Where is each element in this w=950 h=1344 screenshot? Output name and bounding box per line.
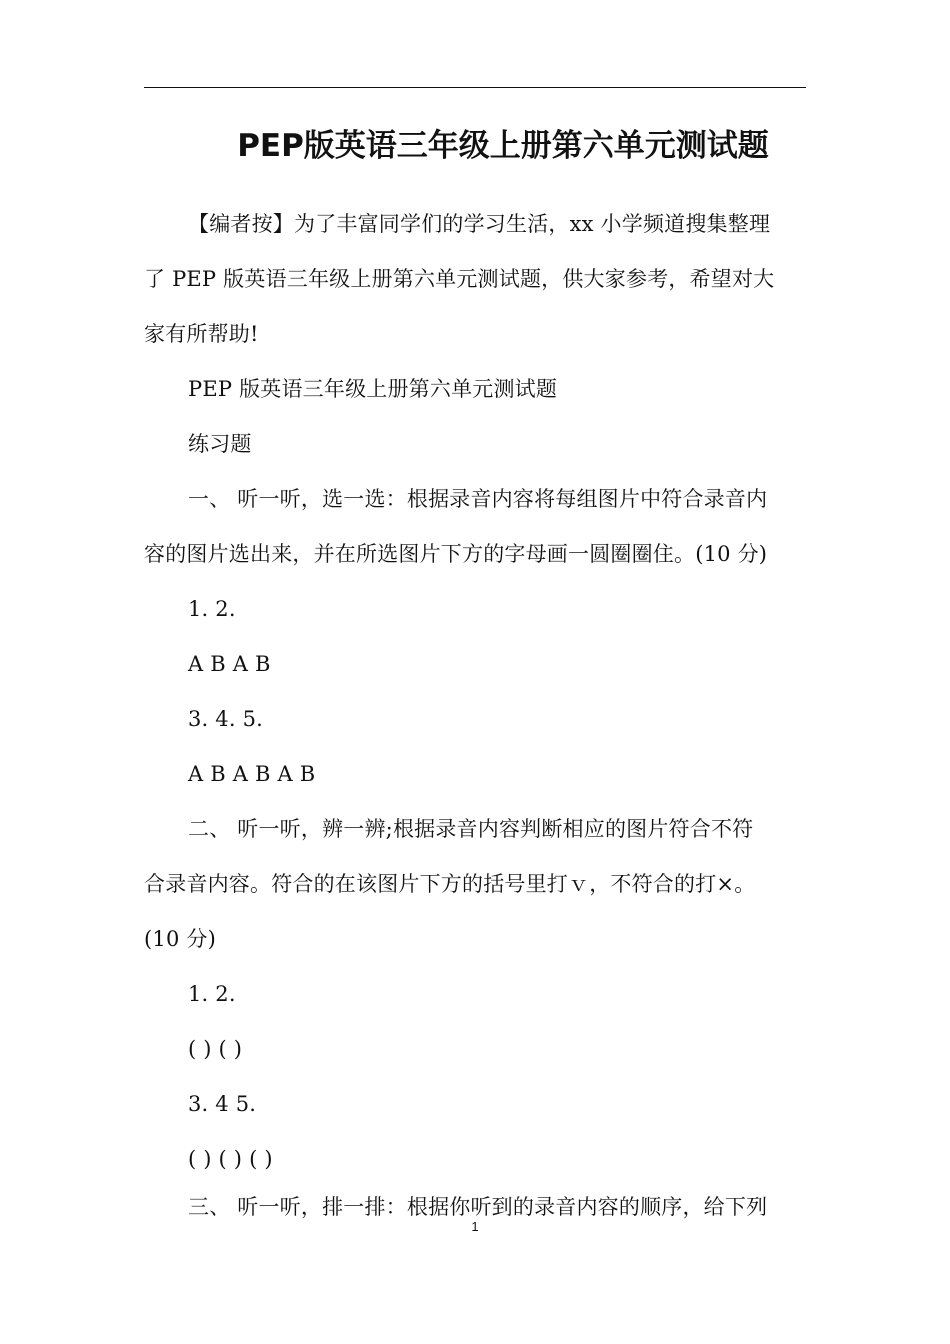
exercise-heading: 练习题 [188,432,252,456]
section-1-numbers-row-2: 3. 4. 5. [188,707,264,731]
section-1-options-row-2: A B A B A B [188,762,316,786]
section-3-instruction-line-1: 三、 听一听，排一排：根据你听到的录音内容的顺序，给下列 [188,1195,768,1219]
section-1-instruction-line-2: 容的图片选出来，并在所选图片下方的字母画一圆圈圈住。(10 分) [144,542,768,566]
section-2-numbers-row-2: 3. 4 5. [188,1092,257,1116]
document-title: PEP版英语三年级上册第六单元测试题 [237,128,769,164]
section-2-numbers-row-1: 1. 2. [188,982,236,1006]
subtitle-line: PEP 版英语三年级上册第六单元测试题 [188,377,558,401]
section-1-numbers-row-1: 1. 2. [188,597,236,621]
section-1-options-row-1: A B A B [188,652,271,676]
editor-note-line-3: 家有所帮助! [144,322,259,346]
section-2-instruction-line-2: 合录音内容。符合的在该图片下方的括号里打ｖ，不符合的打×。 [144,872,756,896]
editor-note-line-2: 了 PEP 版英语三年级上册第六单元测试题，供大家参考，希望对大 [144,267,775,291]
section-2-instruction-line-3: (10 分) [144,927,216,951]
section-2-instruction-line-1: 二、 听一听，辨一辨;根据录音内容判断相应的图片符合不符 [188,817,754,841]
editor-note-line-1: 【编者按】为了丰富同学们的学习生活，xx 小学频道搜集整理 [188,212,771,236]
header-rule [144,87,806,88]
section-1-instruction-line-1: 一、 听一听，选一选：根据录音内容将每组图片中符合录音内 [188,487,768,511]
section-2-brackets-row-2: ( ) ( ) ( ) [188,1147,273,1171]
page-number: 1 [471,1219,479,1234]
section-2-brackets-row-1: ( ) ( ) [188,1037,243,1061]
